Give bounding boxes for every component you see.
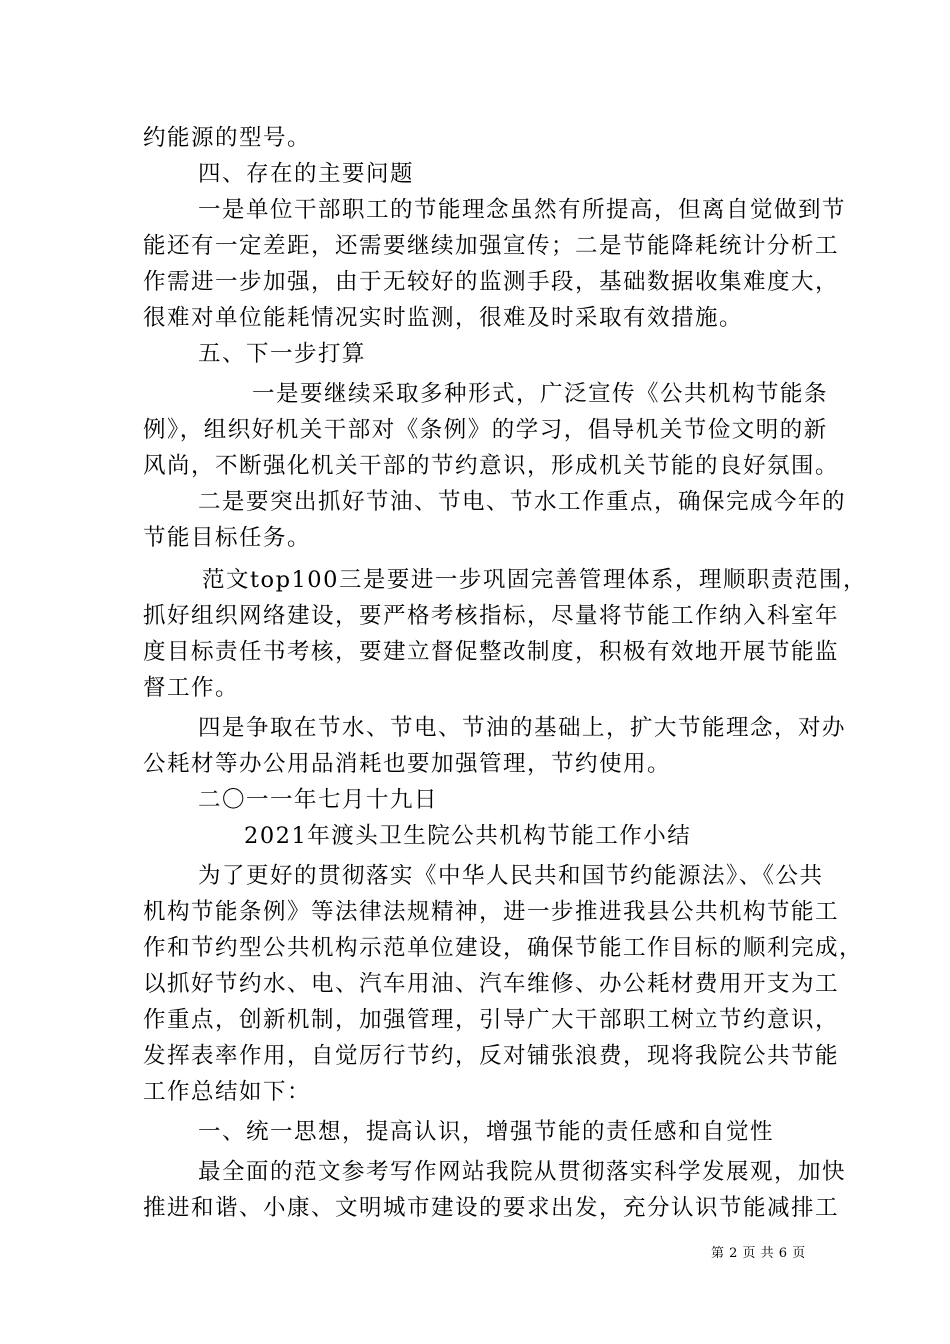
body-line: 工作总结如下：	[143, 1079, 312, 1105]
body-line: 一是要继续采取多种形式，广泛宣传《公共机构节能条	[252, 381, 829, 407]
body-line: 约能源的型号。	[143, 125, 312, 151]
body-line: 能还有一定差距，还需要继续加强宣传；二是节能降耗统计分析工	[143, 233, 840, 259]
section-heading: 一、统一思想，提高认识，增强节能的责任感和自觉性	[198, 1119, 775, 1145]
body-line: 很难对单位能耗情况实时监测，很难及时采取有效措施。	[143, 305, 744, 331]
page-number: 第 2 页 共 6 页	[711, 1246, 806, 1261]
body-line: 推进和谐、小康、文明城市建设的要求出发，充分认识节能减排工	[143, 1195, 840, 1221]
body-line: 作重点，创新机制，加强管理，引导广大干部职工树立节约意识，	[143, 1007, 840, 1033]
body-line: 公耗材等办公用品消耗也要加强管理，节约使用。	[143, 751, 672, 777]
body-line: 抓好组织网络建设，要严格考核指标，尽量将节能工作纳入科室年	[143, 603, 840, 629]
body-line: 督工作。	[143, 675, 240, 701]
body-line: 例》，组织好机关干部对《条例》的学习，倡导机关节俭文明的新	[143, 417, 828, 443]
document-title: 2021年渡头卫生院公共机构节能工作小结	[244, 823, 692, 849]
body-line: 四是争取在节水、节电、节油的基础上，扩大节能理念，对办	[198, 715, 847, 741]
body-line: 机构节能条例》等法律法规精神，进一步推进我县公共机构节能工	[143, 899, 840, 925]
body-line: 发挥表率作用，自觉厉行节约，反对铺张浪费，现将我院公共节能	[143, 1043, 840, 1069]
body-line: 最全面的范文参考写作网站我院从贯彻落实科学发展观，加快	[198, 1159, 847, 1185]
section-heading: 四、存在的主要问题	[198, 161, 415, 187]
body-line: 以抓好节约水、电、汽车用油、汽车维修、办公耗材费用开支为工	[143, 971, 840, 997]
body-line: 节能目标任务。	[143, 525, 312, 551]
body-line: 范文top100三是要进一步巩固完善管理体系，理顺职责范围，	[202, 567, 867, 593]
body-line: 为了更好的贯彻落实《中华人民共和国节约能源法》、《公共	[198, 863, 824, 889]
body-line: 度目标责任书考核，要建立督促整改制度，积极有效地开展节能监	[143, 639, 840, 665]
body-line: 二是要突出抓好节油、节电、节水工作重点，确保完成今年的	[198, 489, 847, 515]
body-line: 风尚，不断强化机关干部的节约意识，形成机关节能的良好氛围。	[143, 453, 840, 479]
section-heading: 五、下一步打算	[198, 341, 367, 367]
date-line: 二〇一一年七月十九日	[198, 787, 439, 813]
body-line: 作需进一步加强，由于无较好的监测手段，基础数据收集难度大，	[143, 269, 840, 295]
body-line: 作和节约型公共机构示范单位建设，确保节能工作目标的顺利完成，	[143, 935, 864, 961]
body-line: 一是单位干部职工的节能理念虽然有所提高，但离自觉做到节	[198, 197, 847, 223]
